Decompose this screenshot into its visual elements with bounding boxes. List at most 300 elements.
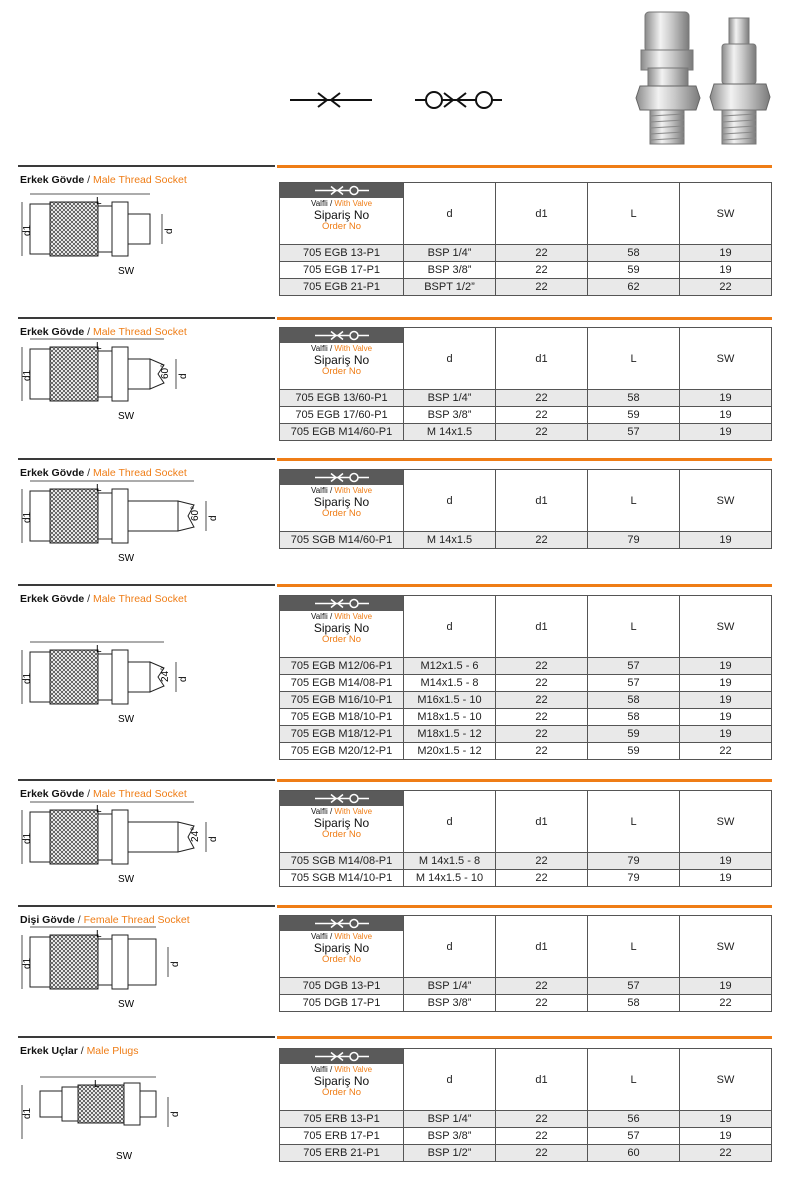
header-graphics (0, 0, 791, 165)
col-header-d: d (404, 183, 496, 245)
spec-table (279, 595, 772, 760)
cell-order: 705 EGB 13/60-P1 (280, 390, 404, 407)
col-header-d1: d1 (496, 183, 588, 245)
spec-table (279, 327, 772, 441)
order-no-header: Valfli / With Valve Sipariş No Order No (280, 596, 404, 658)
table-row (280, 870, 772, 887)
dim-label-sw: SW (118, 266, 135, 277)
table-row (280, 424, 772, 441)
technical-drawing (18, 800, 258, 900)
dim-label-sw: SW (118, 553, 135, 564)
thread-end (128, 662, 150, 692)
title-sep: / (74, 914, 84, 926)
socket-collar (98, 939, 112, 985)
order-no-label-en: Order No (321, 954, 362, 965)
valve-label-tr: Valfli (310, 932, 328, 941)
cell-l: 58 (588, 692, 680, 709)
col-header-d: d (404, 596, 496, 658)
cell-sw: 22 (680, 1145, 772, 1162)
socket-sleeve (30, 652, 50, 702)
order-no-label-en: Order No (321, 366, 362, 377)
col-header-sw: SW (680, 1049, 772, 1111)
dim-label-d: d (170, 1111, 181, 1117)
cell-d1: 22 (496, 995, 588, 1012)
page-header (0, 0, 791, 165)
cell-l: 59 (588, 726, 680, 743)
valve-label-en: With Valve (334, 612, 373, 621)
socket-hex (112, 347, 128, 401)
table-row (280, 279, 772, 296)
technical-drawing (18, 1075, 258, 1175)
table-row (280, 532, 772, 549)
table-row (280, 743, 772, 760)
valve-label-en: With Valve (334, 199, 373, 208)
thread-end (128, 214, 150, 244)
order-no-header: Valfli / With Valve Sipariş No Order No (280, 1049, 404, 1111)
spec-table (279, 469, 772, 549)
cell-sw: 19 (680, 262, 772, 279)
valve-label-en: With Valve (334, 1065, 373, 1074)
valve-label-tr: Valfli (310, 199, 328, 208)
cell-d1: 22 (496, 1111, 588, 1128)
order-no-label-en: Order No (321, 508, 362, 519)
table-row (280, 658, 772, 675)
dim-label-angle: 60° (160, 363, 171, 379)
cell-l: 58 (588, 390, 680, 407)
section-title (20, 174, 187, 186)
section-title (20, 593, 187, 605)
socket-collar (98, 654, 112, 700)
cell-sw: 19 (680, 1128, 772, 1145)
order-no-label-en: Order No (321, 634, 362, 645)
table-row (280, 726, 772, 743)
cell-d1: 22 (496, 407, 588, 424)
valve-symbol-icon (280, 470, 403, 485)
valve-symbol-icon (280, 596, 403, 611)
socket-hex (112, 202, 128, 256)
coupling-symbol-with-valve (415, 92, 502, 108)
cell-order: 705 SGB M14/60-P1 (280, 532, 404, 549)
socket-knurl (50, 347, 98, 401)
col-header-l: L (588, 1049, 680, 1111)
col-header-sw: SW (680, 916, 772, 978)
dim-label-angle: 24° (190, 826, 201, 842)
col-header-d1: d1 (496, 916, 588, 978)
cell-order: 705 ERB 21-P1 (280, 1145, 404, 1162)
col-header-l: L (588, 470, 680, 532)
dim-label-l: L (96, 804, 102, 815)
title-tr: Erkek Gövde (20, 467, 85, 479)
socket-sleeve (30, 204, 50, 254)
cell-d: M 14x1.5 - 8 (404, 853, 496, 870)
valve-label-en: With Valve (334, 807, 373, 816)
cell-d1: 22 (496, 709, 588, 726)
cell-sw: 19 (680, 870, 772, 887)
table-row (280, 1128, 772, 1145)
title-en: Male Thread Socket (92, 788, 187, 800)
cell-order: 705 EGB 17-P1 (280, 262, 404, 279)
socket-hex (112, 935, 128, 989)
col-header-d: d (404, 916, 496, 978)
cell-order: 705 EGB M20/12-P1 (280, 743, 404, 760)
cell-order: 705 EGB M16/10-P1 (280, 692, 404, 709)
order-no-label: Sipariş No (313, 495, 370, 509)
col-header-d1: d1 (496, 596, 588, 658)
cell-d1: 22 (496, 279, 588, 296)
cell-sw: 19 (680, 709, 772, 726)
dim-label-d1: d1 (22, 511, 33, 523)
col-header-d1: d1 (496, 1049, 588, 1111)
dim-label-l: L (94, 1079, 100, 1090)
title-en: Male Thread Socket (92, 326, 187, 338)
cell-d1: 22 (496, 390, 588, 407)
col-header-d1: d1 (496, 470, 588, 532)
socket-sleeve (30, 349, 50, 399)
cell-d1: 22 (496, 245, 588, 262)
col-header-sw: SW (680, 596, 772, 658)
dim-label-sw: SW (118, 874, 135, 885)
title-tr: Erkek Uçlar (20, 1045, 78, 1057)
cell-d1: 22 (496, 262, 588, 279)
table-row (280, 1111, 772, 1128)
cell-order: 705 EGB 13-P1 (280, 245, 404, 262)
dim-label-d1: d1 (22, 957, 33, 969)
cell-sw: 19 (680, 675, 772, 692)
table-row (280, 675, 772, 692)
title-tr: Dişi Gövde (20, 914, 75, 926)
socket-collar (98, 206, 112, 252)
cell-l: 57 (588, 675, 680, 692)
order-no-header: Valfli / With Valve Sipariş No Order No (280, 183, 404, 245)
dim-label-d1: d1 (22, 224, 33, 236)
cell-l: 58 (588, 245, 680, 262)
title-tr: Erkek Gövde (20, 326, 85, 338)
cell-order: 705 DGB 17-P1 (280, 995, 404, 1012)
socket-collar (98, 493, 112, 539)
title-en: Male Thread Socket (92, 467, 187, 479)
technical-drawing (18, 192, 258, 292)
cell-order: 705 DGB 13-P1 (280, 978, 404, 995)
dim-label-l: L (96, 929, 102, 940)
cell-d: BSP 3/8” (404, 995, 496, 1012)
technical-drawing (18, 925, 258, 1025)
cell-order: 705 ERB 13-P1 (280, 1111, 404, 1128)
cell-order: 705 SGB M14/08-P1 (280, 853, 404, 870)
cell-l: 56 (588, 1111, 680, 1128)
technical-drawing (18, 337, 258, 437)
col-header-l: L (588, 183, 680, 245)
dim-label-d: d (170, 961, 181, 967)
title-sep: / (84, 174, 93, 186)
order-no-label: Sipariş No (313, 941, 370, 955)
title-tr: Erkek Gövde (20, 788, 85, 800)
cell-d1: 22 (496, 692, 588, 709)
cell-d1: 22 (496, 726, 588, 743)
socket-knurl (50, 935, 98, 989)
order-no-header: Valfli / With Valve Sipariş No Order No (280, 328, 404, 390)
table-row (280, 407, 772, 424)
cell-l: 59 (588, 262, 680, 279)
cell-d: BSP 1/2” (404, 1145, 496, 1162)
order-no-header: Valfli / With Valve Sipariş No Order No (280, 916, 404, 978)
order-no-label: Sipariş No (313, 816, 370, 830)
cell-order: 705 SGB M14/10-P1 (280, 870, 404, 887)
valve-label-en: With Valve (334, 344, 373, 353)
dim-label-angle: 60° (190, 505, 201, 521)
dim-label-d1: d1 (22, 832, 33, 844)
cell-d1: 22 (496, 1145, 588, 1162)
cell-sw: 19 (680, 1111, 772, 1128)
dim-label-sw: SW (118, 714, 135, 725)
cell-d: M14x1.5 - 8 (404, 675, 496, 692)
title-sep: / (84, 788, 93, 800)
technical-drawing (18, 640, 258, 740)
dim-label-d: d (164, 228, 175, 234)
title-tr: Erkek Gövde (20, 593, 85, 605)
socket-knurl (50, 650, 98, 704)
socket-hex (112, 810, 128, 864)
socket-hex (112, 489, 128, 543)
cell-l: 57 (588, 1128, 680, 1145)
dim-label-angle: 24° (160, 666, 171, 682)
cell-d: M 14x1.5 (404, 424, 496, 441)
table-row (280, 709, 772, 726)
cell-sw: 19 (680, 692, 772, 709)
valve-label-en: With Valve (334, 486, 373, 495)
order-no-label: Sipariş No (313, 353, 370, 367)
product-photo-plug (710, 18, 770, 144)
section-title (20, 788, 187, 800)
valve-symbol-icon (280, 328, 403, 343)
spec-table (279, 182, 772, 296)
order-no-header: Valfli / With Valve Sipariş No Order No (280, 791, 404, 853)
plug-body (78, 1085, 124, 1123)
cell-d: BSP 1/4” (404, 390, 496, 407)
col-header-l: L (588, 791, 680, 853)
cell-order: 705 EGB M14/60-P1 (280, 424, 404, 441)
cell-l: 60 (588, 1145, 680, 1162)
cell-l: 58 (588, 709, 680, 726)
cell-d: M12x1.5 - 6 (404, 658, 496, 675)
col-header-l: L (588, 916, 680, 978)
cell-d: BSP 3/8” (404, 407, 496, 424)
socket-knurl (50, 489, 98, 543)
dim-label-d: d (208, 515, 219, 521)
cell-order: 705 EGB M18/12-P1 (280, 726, 404, 743)
cell-l: 59 (588, 407, 680, 424)
long-spigot (128, 822, 178, 852)
title-en: Male Plugs (86, 1045, 139, 1057)
order-no-label: Sipariş No (313, 1074, 370, 1088)
cell-sw: 22 (680, 995, 772, 1012)
plug-hex (124, 1083, 140, 1125)
cell-order: 705 EGB 17/60-P1 (280, 407, 404, 424)
plug-thread (140, 1091, 156, 1117)
cell-d1: 22 (496, 532, 588, 549)
section-title (20, 467, 187, 479)
cell-d1: 22 (496, 870, 588, 887)
cell-sw: 19 (680, 532, 772, 549)
cell-d: M18x1.5 - 12 (404, 726, 496, 743)
spec-table (279, 915, 772, 1012)
cell-order: 705 ERB 17-P1 (280, 1128, 404, 1145)
col-header-l: L (588, 328, 680, 390)
order-no-label-en: Order No (321, 1087, 362, 1098)
title-tr: Erkek Gövde (20, 174, 85, 186)
socket-knurl (50, 202, 98, 256)
table-row (280, 245, 772, 262)
dim-label-l: L (96, 341, 102, 352)
plug-collar (62, 1087, 78, 1121)
col-header-sw: SW (680, 470, 772, 532)
dim-label-d1: d1 (22, 672, 33, 684)
dim-label-l: L (96, 644, 102, 655)
col-header-d: d (404, 1049, 496, 1111)
table-row (280, 692, 772, 709)
coupling-symbol-without-valve (290, 93, 372, 107)
dim-label-l: L (96, 483, 102, 494)
col-header-sw: SW (680, 183, 772, 245)
long-spigot (128, 501, 178, 531)
cell-sw: 19 (680, 726, 772, 743)
spec-table (279, 1048, 772, 1162)
dim-label-d: d (178, 676, 189, 682)
dim-label-sw: SW (116, 1151, 133, 1162)
cell-sw: 22 (680, 743, 772, 760)
valve-symbol-icon (280, 916, 403, 931)
cell-l: 79 (588, 870, 680, 887)
dim-label-d1: d1 (22, 369, 33, 381)
cell-d: M16x1.5 - 10 (404, 692, 496, 709)
valve-label-tr: Valfli (310, 344, 328, 353)
title-sep: / (84, 467, 93, 479)
valve-symbol-icon (280, 1049, 403, 1064)
title-en: Male Thread Socket (92, 593, 187, 605)
cell-d1: 22 (496, 1128, 588, 1145)
table-row (280, 978, 772, 995)
col-header-l: L (588, 596, 680, 658)
cell-d: M 14x1.5 (404, 532, 496, 549)
order-no-label-en: Order No (321, 221, 362, 232)
valve-label-tr: Valfli (310, 486, 328, 495)
cell-d1: 22 (496, 853, 588, 870)
female-port (128, 939, 156, 985)
spec-table (279, 790, 772, 887)
section-title (20, 1045, 139, 1057)
cell-l: 57 (588, 424, 680, 441)
table-row (280, 1145, 772, 1162)
socket-collar (98, 814, 112, 860)
cell-d: M18x1.5 - 10 (404, 709, 496, 726)
socket-knurl (50, 810, 98, 864)
cell-d: M20x1.5 - 12 (404, 743, 496, 760)
cell-order: 705 EGB M14/08-P1 (280, 675, 404, 692)
cell-d1: 22 (496, 743, 588, 760)
col-header-d: d (404, 328, 496, 390)
title-sep: / (84, 326, 93, 338)
thread-end (128, 359, 150, 389)
col-header-sw: SW (680, 791, 772, 853)
cell-d: BSPT 1/2” (404, 279, 496, 296)
cell-d: BSP 1/4” (404, 978, 496, 995)
valve-symbol-icon (280, 183, 403, 198)
cell-d1: 22 (496, 978, 588, 995)
cell-sw: 19 (680, 407, 772, 424)
dim-label-sw: SW (118, 999, 135, 1010)
table-row (280, 853, 772, 870)
cell-sw: 19 (680, 978, 772, 995)
valve-label-tr: Valfli (310, 612, 328, 621)
cell-sw: 22 (680, 279, 772, 296)
socket-sleeve (30, 812, 50, 862)
cell-d: M 14x1.5 - 10 (404, 870, 496, 887)
valve-label-tr: Valfli (310, 1065, 328, 1074)
plug-nose (40, 1091, 62, 1117)
cell-sw: 19 (680, 853, 772, 870)
socket-collar (98, 351, 112, 397)
cell-l: 57 (588, 978, 680, 995)
cell-d1: 22 (496, 424, 588, 441)
cell-l: 62 (588, 279, 680, 296)
order-no-header: Valfli / With Valve Sipariş No Order No (280, 470, 404, 532)
cell-l: 79 (588, 853, 680, 870)
col-header-d1: d1 (496, 328, 588, 390)
order-no-label: Sipariş No (313, 208, 370, 222)
product-photo-socket (636, 12, 700, 144)
cell-d: BSP 3/8” (404, 262, 496, 279)
cell-l: 79 (588, 532, 680, 549)
valve-label-en: With Valve (334, 932, 373, 941)
table-row (280, 995, 772, 1012)
table-row (280, 262, 772, 279)
cell-sw: 19 (680, 390, 772, 407)
title-sep: / (77, 1045, 87, 1057)
technical-drawing (18, 479, 258, 579)
col-header-sw: SW (680, 328, 772, 390)
title-en: Male Thread Socket (92, 174, 187, 186)
cell-order: 705 EGB M18/10-P1 (280, 709, 404, 726)
cell-l: 57 (588, 658, 680, 675)
order-no-label-en: Order No (321, 829, 362, 840)
cell-sw: 19 (680, 658, 772, 675)
cell-d: BSP 1/4” (404, 1111, 496, 1128)
cell-d1: 22 (496, 675, 588, 692)
cell-d: BSP 3/8” (404, 1128, 496, 1145)
cell-d: BSP 1/4” (404, 245, 496, 262)
dim-label-d1: d1 (22, 1107, 33, 1119)
cell-sw: 19 (680, 245, 772, 262)
dim-label-d: d (208, 836, 219, 842)
socket-sleeve (30, 491, 50, 541)
table-row (280, 390, 772, 407)
dim-label-l: L (96, 196, 102, 207)
valve-symbol-icon (280, 791, 403, 806)
col-header-d: d (404, 791, 496, 853)
col-header-d1: d1 (496, 791, 588, 853)
col-header-d: d (404, 470, 496, 532)
dim-label-sw: SW (118, 411, 135, 422)
title-sep: / (84, 593, 93, 605)
socket-hex (112, 650, 128, 704)
cell-l: 58 (588, 995, 680, 1012)
cell-l: 59 (588, 743, 680, 760)
cell-d1: 22 (496, 658, 588, 675)
socket-sleeve (30, 937, 50, 987)
title-en: Female Thread Socket (83, 914, 190, 926)
order-no-label: Sipariş No (313, 621, 370, 635)
cell-sw: 19 (680, 424, 772, 441)
cell-order: 705 EGB 21-P1 (280, 279, 404, 296)
